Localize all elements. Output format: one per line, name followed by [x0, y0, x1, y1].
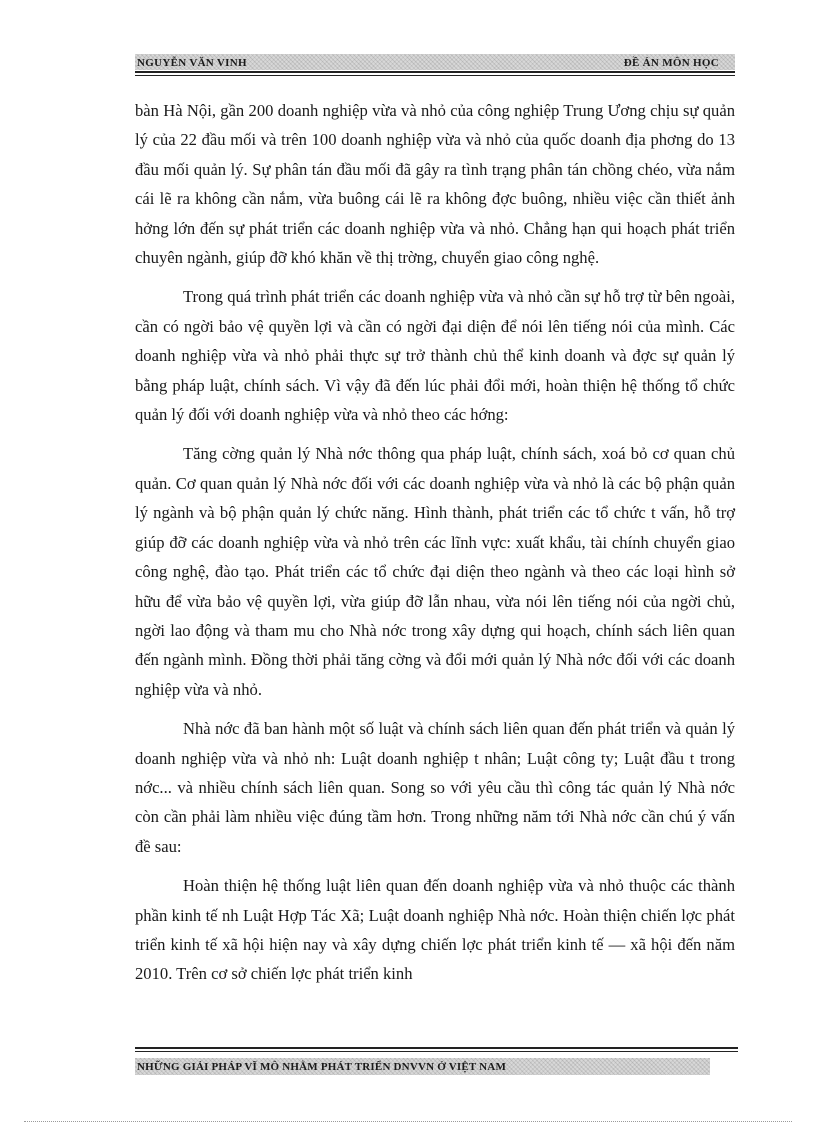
paragraph: Nhà nớc đã ban hành một số luật và chính sách liên quan đến phát triển và quản lý doanh nghiệp vừa và nhỏ nh: Luật doanh nghiệp t nhân; Luật công ty; Luật đầu t trong nớc... và nhiều chính sách liên quan. Song so với yêu cầu thì công tác quản lý Nhà nớc còn cần phải làm nhiều việc đúng tầm hơn. Trong những năm tới Nhà nớc cần chú ý vấn đề sau: [135, 719, 735, 856]
header-rule [135, 71, 735, 73]
paragraph: Hoàn thiện hệ thống luật liên quan đến doanh nghiệp vừa và nhỏ thuộc các thành phần kinh tế nh Luật Hợp Tác Xã; Luật doanh nghiệp Nhà nớc. Hoàn thiện chiến lợc phát triển kinh tế xã hội hiện nay và xây dựng chiến lợc phát triển kinh tế — xã hội đến năm 2010. Trên cơ sở chiến lợc phát triển kinh [135, 876, 735, 984]
document-body [135, 96, 735, 999]
page-footer [135, 1047, 738, 1075]
header-author: NGUYỄN VĂN VINH [137, 57, 247, 69]
paragraph: Trong quá trình phát triển các doanh nghiệp vừa và nhỏ cần sự hỗ trợ từ bên ngoài, cần có ngời bảo vệ quyền lợi và cần có ngời đại diện để nói lên tiếng nói của mình. Các doanh nghiệp vừa và nhỏ phải thực sự trở thành chủ thể kinh doanh và đợc sự quản lý bằng pháp luật, chính sách. Vì vậy đã đến lúc phải đổi mới, hoàn thiện hệ thống tổ chức quản lý đối với doanh nghiệp vừa và nhỏ theo các hớng: [135, 287, 735, 425]
header-doc-type: ĐỀ ÁN MÔN HỌC [623, 57, 719, 69]
footer-rule-thin [135, 1051, 738, 1052]
paragraph-continuation: bàn Hà Nội, gần 200 doanh nghiệp vừa và nhỏ của công nghiệp Trung Ương chịu sự quản lý của 22 đầu mối và trên 100 doanh nghiệp vừa và nhỏ của quốc doanh địa phơng do 13 đầu mối quản lý. Sự phân tán đầu mối đã gây ra tình trạng phân tán chồng chéo, vừa nắm cái lẽ ra không cần nắm, vừa buông cái lẽ ra không đợc buông, nhiều việc cần thiết ảnh hởng lớn đến sự phát triển các doanh nghiệp vừa và nhỏ. Chẳng hạn qui hoạch phát triển chuyên ngành, giúp đỡ khó khăn về thị trờng, chuyển giao công nghệ. [135, 101, 735, 268]
page-header [135, 54, 735, 70]
footer-band [135, 1058, 710, 1075]
header-rule-thin [135, 75, 735, 76]
paragraph: Tăng cờng quản lý Nhà nớc thông qua pháp luật, chính sách, xoá bỏ cơ quan chủ quản. Cơ quan quản lý Nhà nớc đối với các doanh nghiệp vừa và nhỏ là các bộ phận quản lý ngành và bộ phận quản lý chức năng. Hình thành, phát triển các tổ chức t vấn, hỗ trợ giúp đỡ các doanh nghiệp vừa và nhỏ trên các lĩnh vực: xuất khẩu, tài chính chuyển giao công nghệ, đào tạo. Phát triển các tổ chức đại diện theo ngành và theo các loại hình sở hữu để vừa bảo vệ quyền lợi, vừa giúp đỡ lẫn nhau, vừa nói lên tiếng nói của ngời chủ, ngời lao động và tham mu cho Nhà nớc trong xây dựng qui hoạch, chính sách liên quan đến ngành mình. Đồng thời phải tăng cờng và đổi mới quản lý Nhà nớc đối với các doanh nghiệp vừa và nhỏ. [135, 444, 735, 699]
footer-title: NHỮNG GIẢI PHÁP VĨ MÔ NHẰM PHÁT TRIỂN DNVVN Ở VIỆT NAM [137, 1061, 507, 1073]
footer-rule [135, 1047, 738, 1049]
page-bottom-dotted-line [24, 1121, 792, 1122]
